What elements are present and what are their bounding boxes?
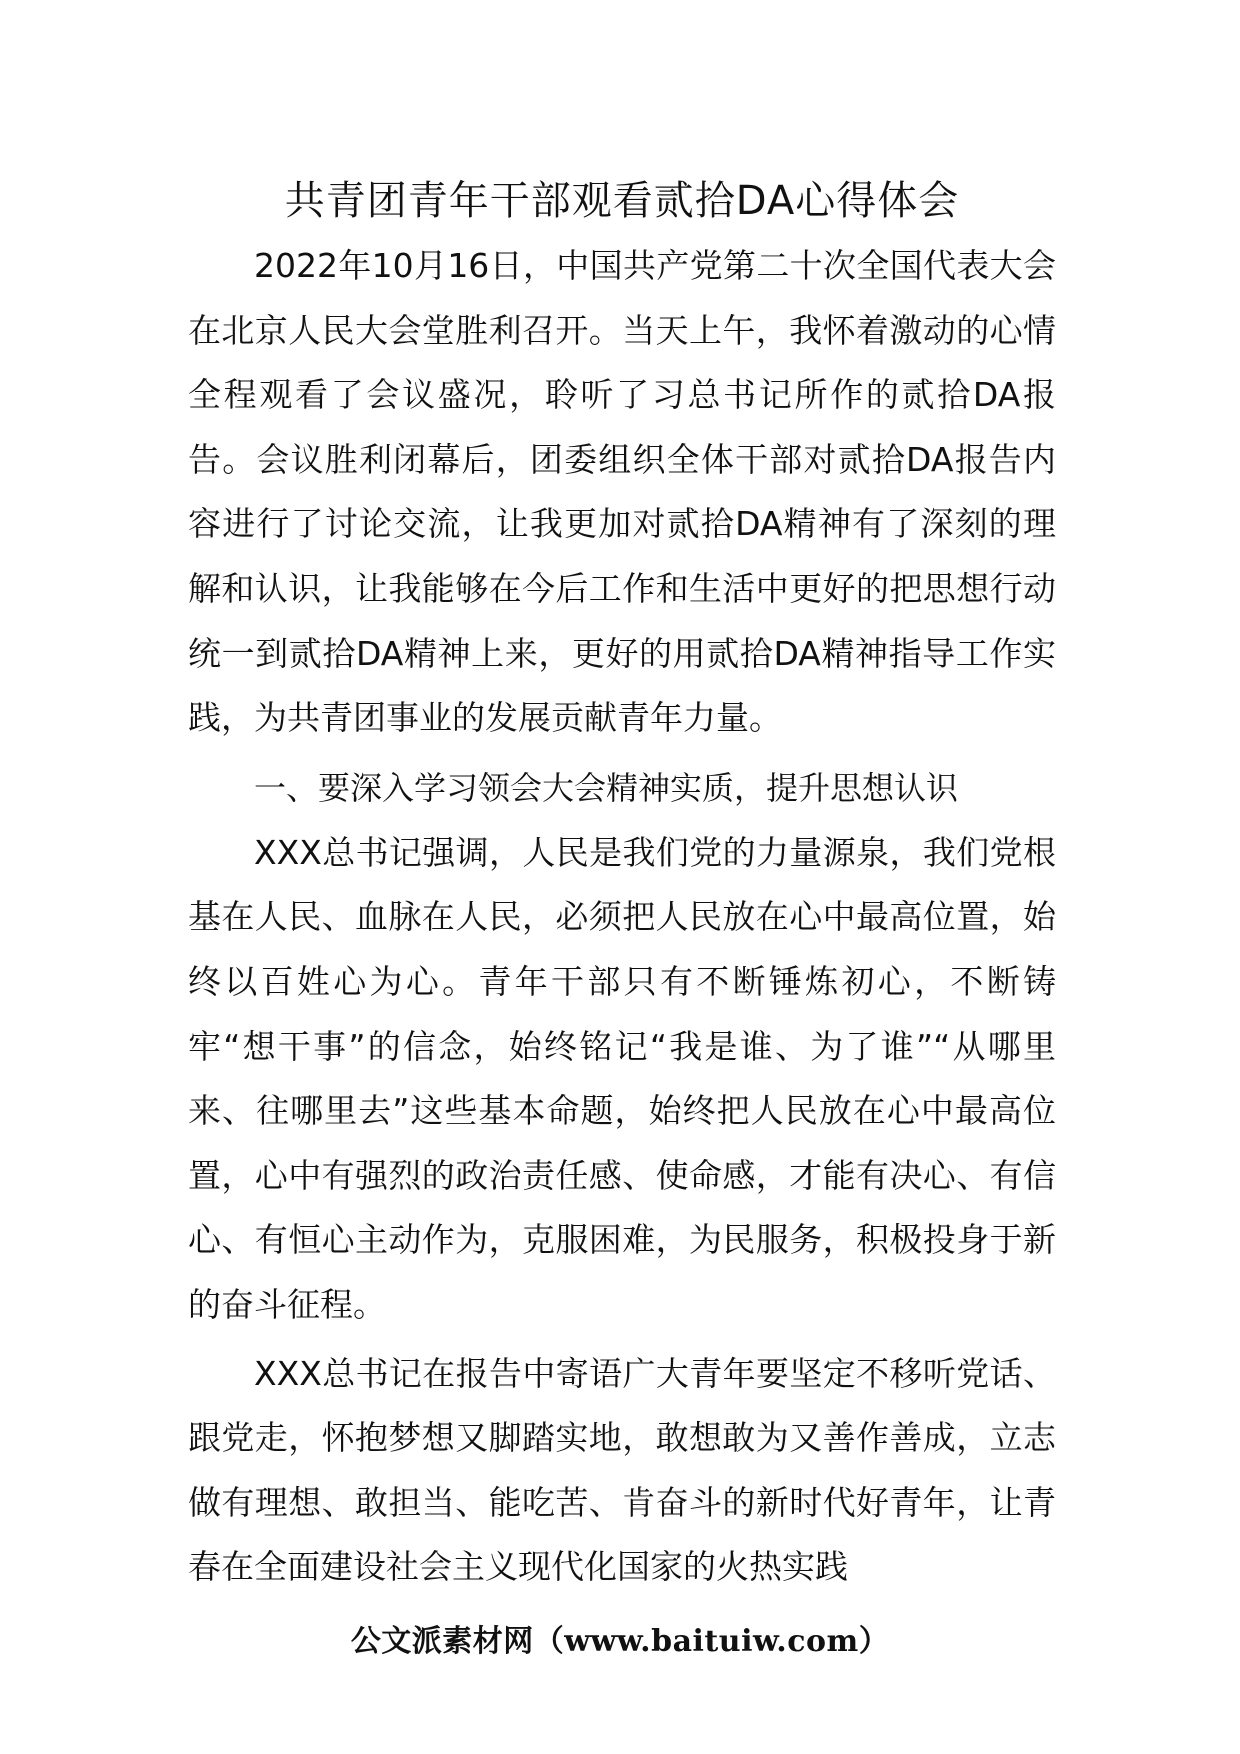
document-body xyxy=(188,168,1056,1600)
paragraph-2: XXX总书记强调，人民是我们党的力量源泉，我们党根基在人民、血脉在人民，必须把人民放在心中最高位置，始终以百姓心为心。青年干部只有不断锤炼初心，不断铸牢“想干事”的信念，始终铭记“我是谁、为了谁”“从哪里来、往哪里去”这些基本命题，始终把人民放在心中最高位置，心中有强烈的政治责任感、使命感，才能有决心、有信心、有恒心主动作为，克服困难，为民服务，积极投身于新的奋斗征程。 xyxy=(188,832,1056,1324)
document-title: 共青团青年干部观看贰拾DA心得体会 xyxy=(284,178,960,224)
paragraph-3: XXX总书记在报告中寄语广大青年要坚定不移听党话、跟党走，怀抱梦想又脚踏实地，敢想敢为又善作善成，立志做有理想、敢担当、能吃苦、肯奋斗的新时代好青年，让青春在全面建设社会主义现代化国家的火热实践 xyxy=(188,1353,1056,1587)
footer-watermark: 公文派素材网（www.baituiw.com） xyxy=(350,1624,890,1659)
paragraph-intro: 2022年10月16日，中国共产党第二十次全国代表大会在北京人民大会堂胜利召开。当天上午，我怀着激动的心情全程观看了会议盛况，聆听了习总书记所作的贰拾DA报告。会议胜利闭幕后，团委组织全体干部对贰拾DA报告内容进行了讨论交流，让我更加对贰拾DA精神有了深刻的理解和认识，让我能够在今后工作和生活中更好的把思想行动统一到贰拾DA精神上来，更好的用贰拾DA精神指导工作实践，为共青团事业的发展贡献青年力量。 xyxy=(188,246,1056,738)
section-heading-1: 一、要深入学习领会大会精神实质，提升思想认识 xyxy=(254,768,959,807)
